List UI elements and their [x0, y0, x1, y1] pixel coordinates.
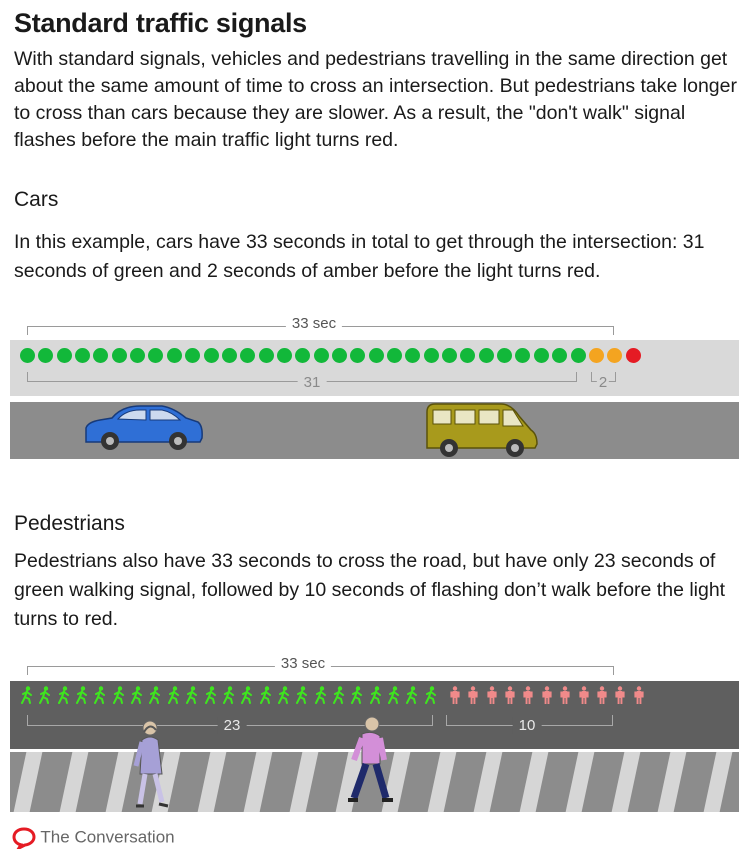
signal-dot: [167, 348, 182, 363]
signal-dot: [424, 348, 439, 363]
pedestrians-text: Pedestrians also have 33 seconds to cross the road, but have only 23 seconds of green walking signal, followed by 10 seconds of flashing don’t walk before the light turns to red.: [14, 550, 726, 630]
peds-total-label: 33 sec: [275, 655, 331, 672]
walking-man-icon: [340, 714, 400, 810]
signal-dot: [350, 348, 365, 363]
signal-dot: [204, 348, 219, 363]
signal-dot: [534, 348, 549, 363]
signal-dot: [130, 348, 145, 363]
signal-dot: [497, 348, 512, 363]
crosswalk-stripe: [564, 752, 595, 812]
signal-dot: [515, 348, 530, 363]
crosswalk-stripe: [426, 752, 457, 812]
signal-dot: [332, 348, 347, 363]
crosswalk-stripe: [242, 752, 273, 812]
signal-dot: [460, 348, 475, 363]
signal-dot: [112, 348, 127, 363]
signal-dot: [571, 348, 586, 363]
intro-text: With standard signals, vehicles and pedestrians travelling in the same direction get about the same amount of time to cross an intersection. But pedestrians take longer to cross than cars because they are slower. As a result, the "don't walk" signal flashes before the main traffic light turns red.: [14, 48, 737, 151]
signal-dot: [442, 348, 457, 363]
peds-walk-label: 23: [218, 717, 247, 734]
signal-dot: [314, 348, 329, 363]
conversation-logo-icon: [12, 827, 36, 849]
crosswalk-stripe: [58, 752, 89, 812]
cars-text: In this example, cars have 33 seconds in total to get through the intersection: 31 seconds of green and 2 seconds of amber before the light turns red.: [14, 231, 705, 282]
signal-dot: [38, 348, 53, 363]
crosswalk-stripe: [702, 752, 733, 812]
blue-car-icon: [82, 402, 206, 452]
signal-dot: [607, 348, 622, 363]
cars-total-label: 33 sec: [286, 315, 342, 332]
cars-heading: Cars: [14, 188, 59, 211]
signal-dot: [75, 348, 90, 363]
olive-van-icon: [423, 402, 541, 460]
signal-dot: [369, 348, 384, 363]
cars-amber-label: 2: [598, 374, 608, 391]
signal-dot: [240, 348, 255, 363]
footer-brand-label: The Conversation: [40, 827, 175, 847]
signal-dot: [626, 348, 641, 363]
signal-dot: [93, 348, 108, 363]
signal-dot: [185, 348, 200, 363]
signal-dot: [20, 348, 35, 363]
peds-flash-label: 10: [513, 717, 542, 734]
crosswalk-stripe: [472, 752, 503, 812]
signal-dot: [259, 348, 274, 363]
signal-dot: [148, 348, 163, 363]
cars-signal-strip: [10, 340, 739, 396]
pedestrians-heading: Pedestrians: [14, 512, 125, 535]
signal-dot: [479, 348, 494, 363]
crosswalk-stripe: [196, 752, 227, 812]
signal-dot: [387, 348, 402, 363]
footer-brand: [12, 827, 175, 849]
signal-dot: [589, 348, 604, 363]
signal-dot: [277, 348, 292, 363]
crosswalk-stripe: [518, 752, 549, 812]
signal-dot: [57, 348, 72, 363]
signal-dot: [222, 348, 237, 363]
signal-dot: [295, 348, 310, 363]
crosswalk-stripe: [12, 752, 43, 812]
walking-woman-icon: [128, 718, 178, 814]
crosswalk-stripe: [610, 752, 641, 812]
crosswalk-stripe: [288, 752, 319, 812]
page-title: Standard traffic signals: [14, 8, 307, 38]
signal-dot: [552, 348, 567, 363]
crosswalk-stripe: [656, 752, 687, 812]
cars-green-label: 31: [298, 374, 327, 391]
signal-dot: [405, 348, 420, 363]
